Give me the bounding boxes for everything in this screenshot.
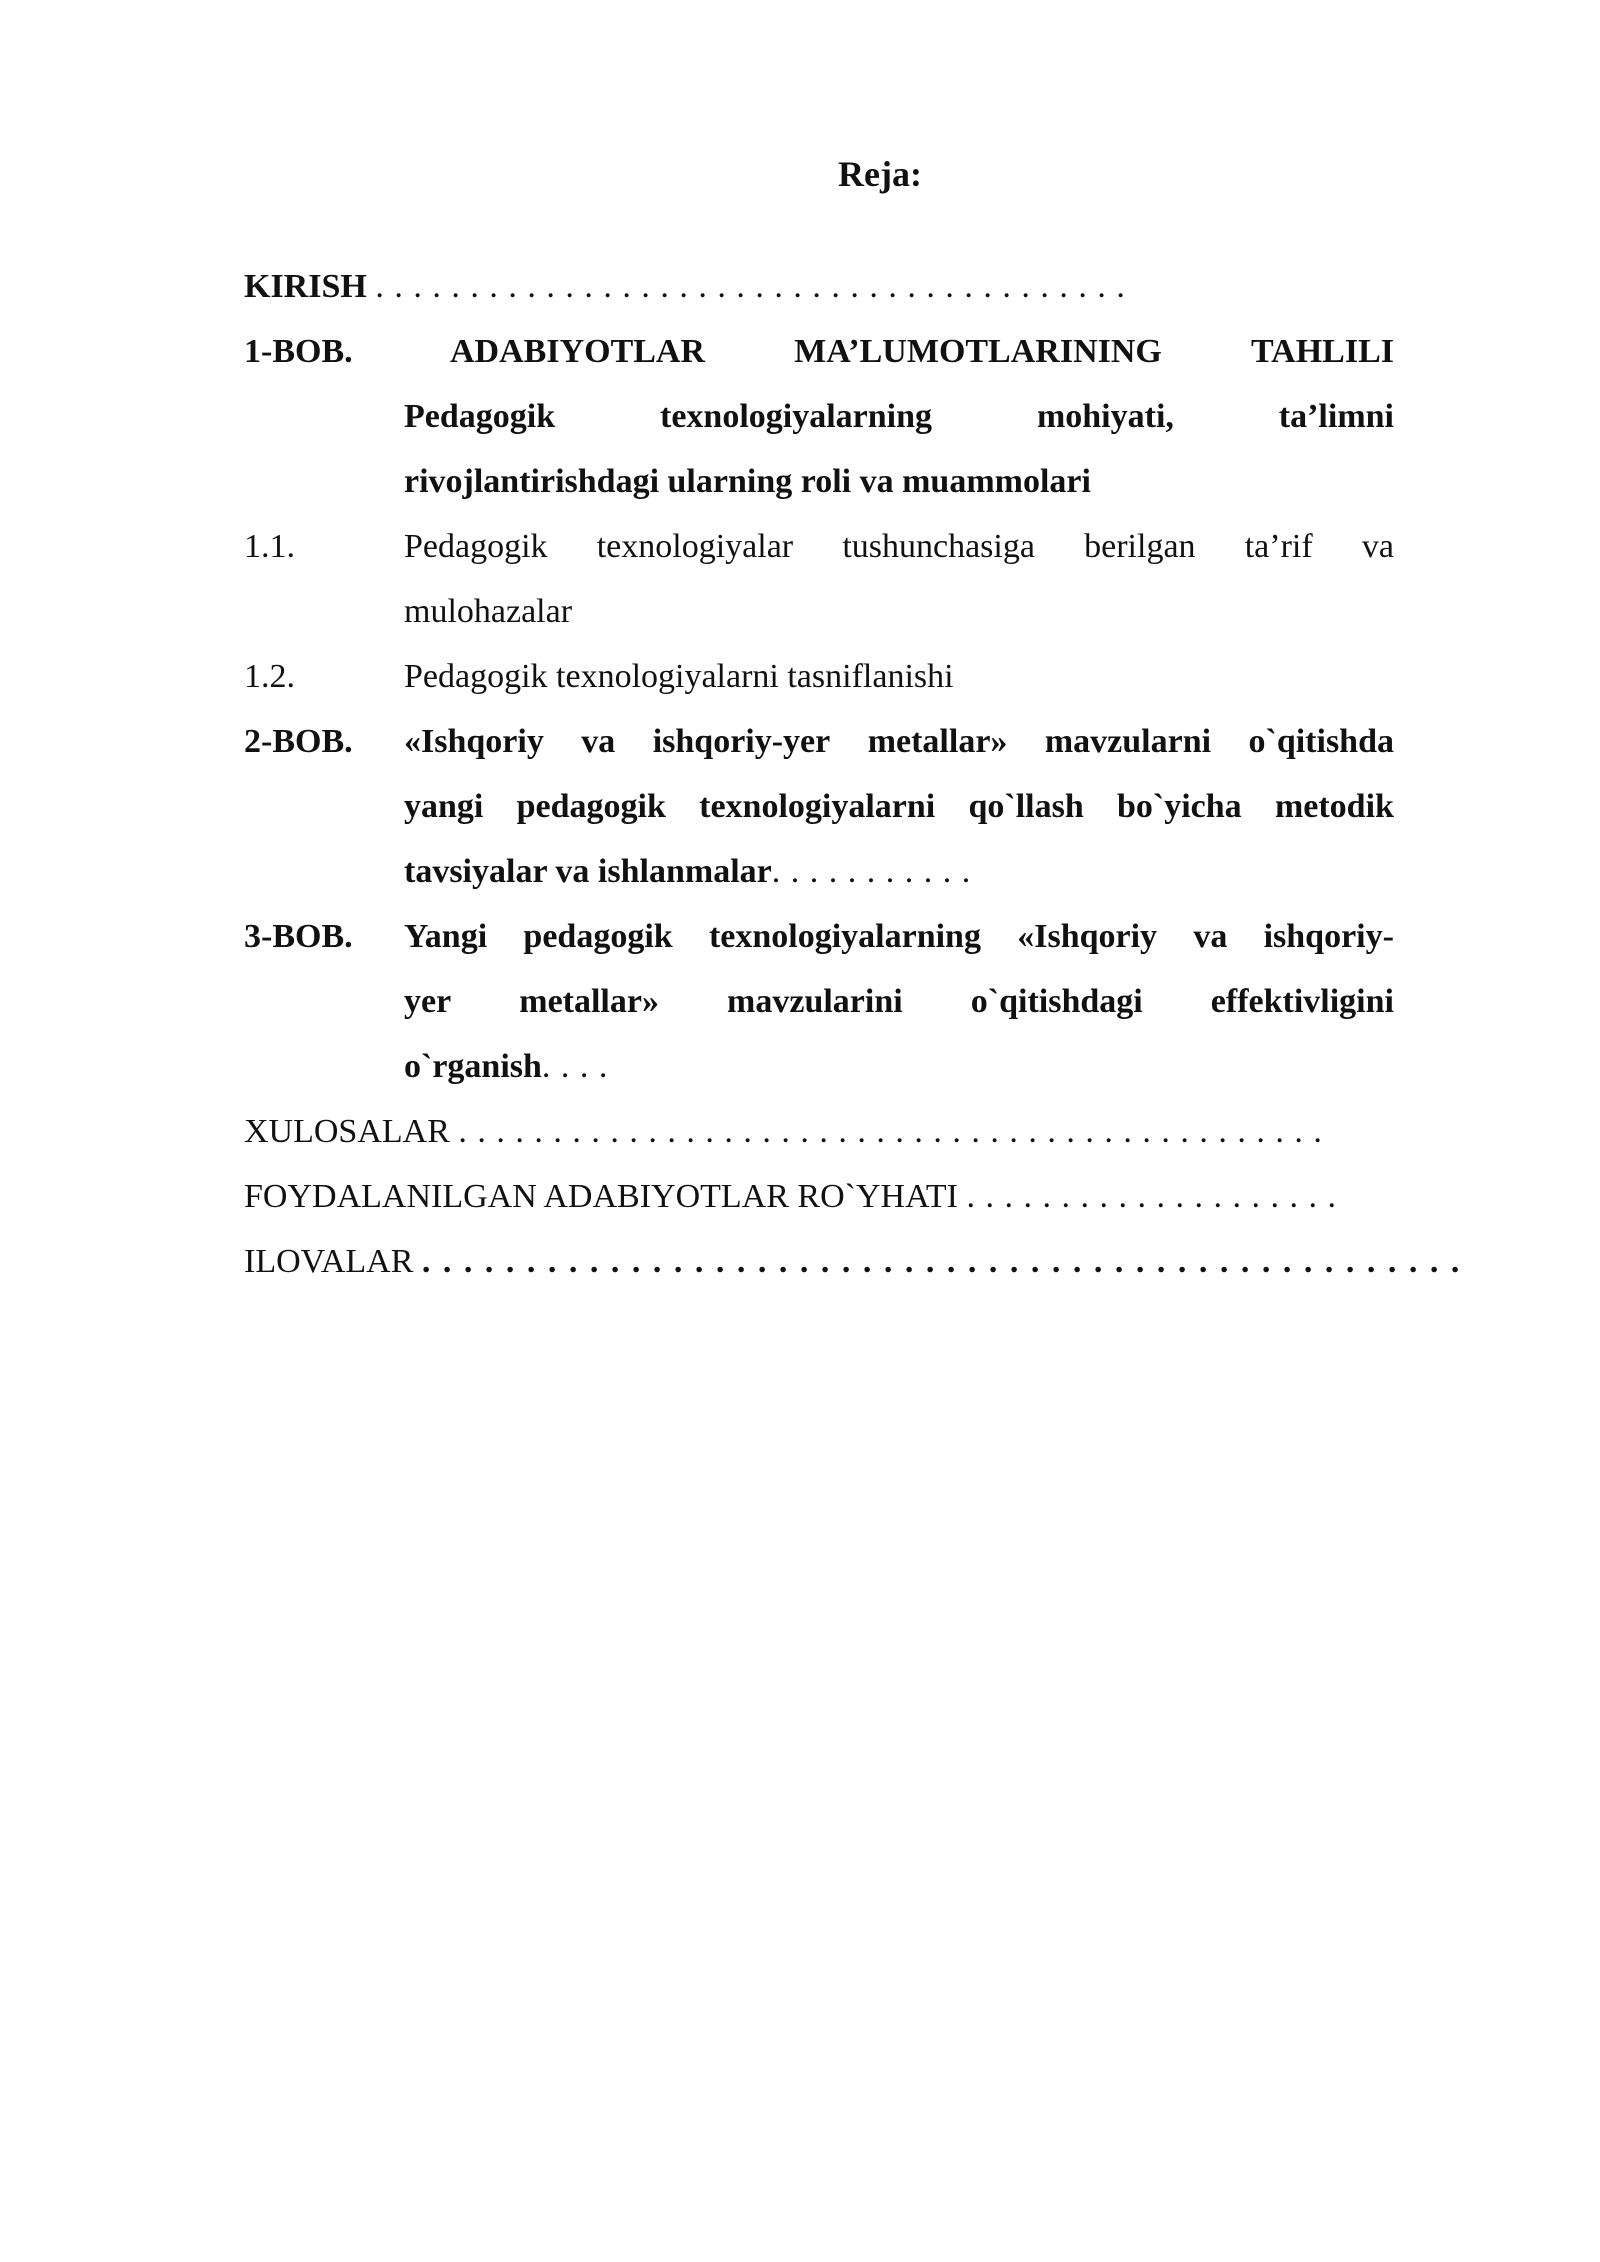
section-1-1-word: tushunchasiga bbox=[842, 528, 1035, 565]
references-dots: . . . . . . . . . . . . . . . . . . . . bbox=[966, 1178, 1337, 1215]
chapter3-word: texnologiyalarning bbox=[708, 918, 981, 955]
chapter3-word: yer bbox=[404, 983, 452, 1020]
chapter1-heading-word: TAHLILI bbox=[1251, 333, 1394, 370]
appendices-label: ILOVALAR bbox=[244, 1243, 414, 1280]
conclusions-label: XULOSALAR bbox=[244, 1113, 450, 1150]
chapter2-word: qo`llash bbox=[968, 788, 1084, 825]
chapter3-line3-text: o`rganish bbox=[404, 1048, 542, 1085]
section-1-1-number: 1.1. bbox=[244, 528, 295, 565]
chapter2-word: o`qitishda bbox=[1248, 723, 1394, 760]
chapter2-word: mavzularni bbox=[1044, 723, 1212, 760]
toc-entry-chapter3 bbox=[244, 904, 1394, 1099]
conclusions-dots: . . . . . . . . . . . . . . . . . . . . . . . . . . . . . . . . . . . . . . . . . . . . . . bbox=[458, 1113, 1323, 1150]
chapter3-word: Yangi bbox=[404, 918, 488, 955]
chapter1-subtitle-line2: rivojlantirishdagi ularning roli va muammolari bbox=[404, 463, 1091, 500]
section-1-1-word: ta’rif bbox=[1244, 528, 1313, 565]
chapter1-subtitle-line1 bbox=[404, 384, 1394, 449]
chapter3-line1 bbox=[404, 904, 1394, 969]
chapter2-word: bo`yicha bbox=[1117, 788, 1242, 825]
chapter1-subtitle-word: texnologiyalarning bbox=[660, 398, 933, 435]
chapter1-subtitle-word: Pedagogik bbox=[404, 398, 556, 435]
chapter3-word: effektivligini bbox=[1210, 983, 1394, 1020]
toc-entry-section-1-2 bbox=[244, 644, 1394, 709]
chapter1-heading bbox=[404, 319, 1394, 384]
chapter2-word: metallar» bbox=[867, 723, 1008, 760]
toc-entry-section-1-1 bbox=[244, 514, 1394, 644]
table-of-contents bbox=[244, 254, 1462, 1294]
toc-entry-chapter1 bbox=[244, 319, 1394, 384]
toc-entry-appendices bbox=[244, 1229, 1462, 1294]
section-1-1-line2: mulohazalar bbox=[404, 593, 573, 630]
section-1-1-line1 bbox=[404, 514, 1394, 579]
toc-entry-references bbox=[244, 1164, 1394, 1229]
chapter3-number: 3-BOB. bbox=[244, 918, 353, 955]
chapter3-dots: . . . . bbox=[541, 1048, 609, 1085]
section-1-1-word: berilgan bbox=[1084, 528, 1196, 565]
chapter2-number: 2-BOB. bbox=[244, 723, 353, 760]
section-1-2-title: Pedagogik texnologiyalarni tasniflanishi bbox=[404, 658, 954, 695]
chapter1-subtitle-word: ta’limni bbox=[1278, 398, 1394, 435]
appendices-dots: . . . . . . . . . . . . . . . . . . . . . . . . . . . . . . . . . . . . . . . . . . . . . . . . . . bbox=[421, 1243, 1462, 1280]
chapter2-line3-text: tavsiyalar va ishlanmalar bbox=[404, 853, 772, 890]
chapter3-word: o`qitishdagi bbox=[970, 983, 1143, 1020]
chapter2-word: metodik bbox=[1274, 788, 1394, 825]
chapter2-word: va bbox=[581, 723, 616, 760]
chapter2-word: yangi bbox=[404, 788, 484, 825]
references-label: FOYDALANILGAN ADABIYOTLAR RO`YHATI bbox=[244, 1178, 958, 1215]
chapter2-word: ishqoriy-yer bbox=[652, 723, 831, 760]
chapter2-word: texnologiyalarni bbox=[699, 788, 936, 825]
chapter3-word: «Ishqoriy bbox=[1017, 918, 1158, 955]
intro-dots: . . . . . . . . . . . . . . . . . . . . . . . . . . . . . . . . . . . . . . . . bbox=[375, 268, 1126, 305]
toc-entry-intro bbox=[244, 254, 1394, 319]
chapter2-line2 bbox=[404, 774, 1394, 839]
chapter2-line1 bbox=[404, 709, 1394, 774]
chapter1-subtitle-word: mohiyati, bbox=[1036, 398, 1174, 435]
chapter2-line3 bbox=[404, 839, 1394, 904]
chapter3-word: va bbox=[1193, 918, 1228, 955]
toc-entry-chapter2 bbox=[244, 709, 1394, 904]
chapter3-word: mavzularini bbox=[727, 983, 903, 1020]
chapter1-number: 1-BOB. bbox=[244, 333, 353, 370]
intro-label: KIRISH bbox=[244, 268, 367, 305]
chapter3-line2 bbox=[404, 969, 1394, 1034]
chapter3-word: pedagogik bbox=[523, 918, 673, 955]
chapter2-word: «Ishqoriy bbox=[404, 723, 544, 760]
section-1-1-word: texnologiyalar bbox=[596, 528, 794, 565]
chapter2-dots: . . . . . . . . . . . bbox=[771, 853, 972, 890]
toc-entry-conclusions bbox=[244, 1099, 1394, 1164]
chapter1-heading-word: MA’LUMOTLARINING bbox=[794, 333, 1162, 370]
toc-entry-chapter1-subtitle bbox=[244, 384, 1394, 514]
page-title: Reja: bbox=[838, 154, 922, 194]
section-1-2-number: 1.2. bbox=[244, 658, 295, 695]
chapter2-word: pedagogik bbox=[516, 788, 666, 825]
chapter3-line3 bbox=[404, 1034, 1394, 1099]
chapter3-word: ishqoriy- bbox=[1263, 918, 1394, 955]
section-1-1-word: va bbox=[1361, 528, 1394, 565]
section-1-1-word: Pedagogik bbox=[404, 528, 548, 565]
chapter3-word: metallar» bbox=[519, 983, 659, 1020]
chapter1-heading-word: ADABIYOTLAR bbox=[450, 333, 706, 370]
